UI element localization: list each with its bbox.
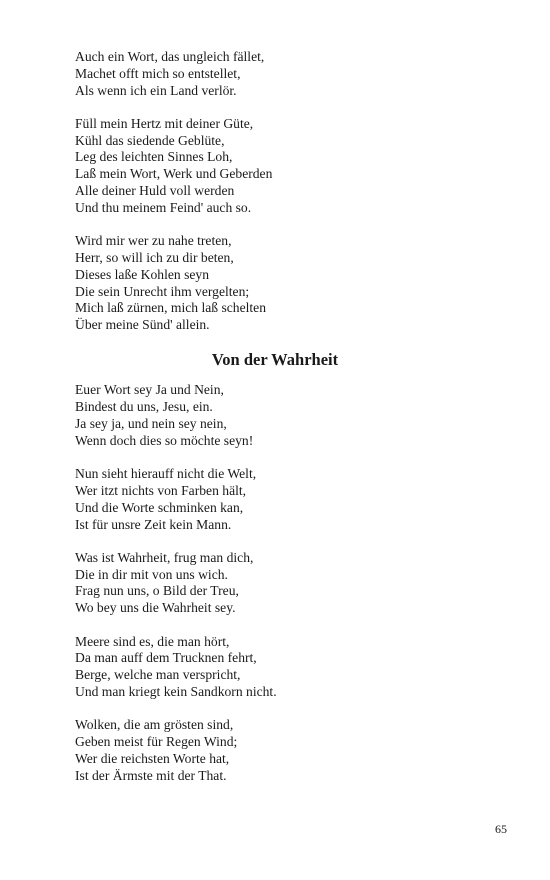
verse-line: Berge, welche man verspricht, xyxy=(75,667,241,683)
verse-line: Dieses laße Kohlen seyn xyxy=(75,266,210,282)
verse-line: Meere sind es, die man hört, xyxy=(75,633,230,649)
stanza xyxy=(75,49,495,99)
verse-line: Laß mein Wort, Werk und Geberden xyxy=(75,166,273,182)
verse-line: Alle deiner Huld voll werden xyxy=(75,183,235,199)
verse-line: Über meine Sünd' allein. xyxy=(75,317,210,333)
verse-line: Und die Worte schminken kan, xyxy=(75,499,244,515)
stanza xyxy=(75,550,495,617)
verse-line: Kühl das siedende Geblüte, xyxy=(75,132,225,148)
verse-line: Mich laß zürnen, mich laß schelten xyxy=(75,300,267,316)
verse-line: Füll mein Hertz mit deiner Güte, xyxy=(75,115,254,131)
verse-line: Als wenn ich ein Land verlör. xyxy=(75,82,237,98)
verse-line: Machet offt mich so entstellet, xyxy=(75,65,241,81)
verse-line: Auch ein Wort, das ungleich fället, xyxy=(75,49,265,64)
verse-line: Und man kriegt kein Sandkorn nicht. xyxy=(75,683,277,699)
verse-line: Nun sieht hierauff nicht die Welt, xyxy=(75,466,257,482)
verse-line: Was ist Wahrheit, frug man dich, xyxy=(75,549,254,565)
verse-line: Wird mir wer zu nahe treten, xyxy=(75,233,232,249)
verse-line: Geben meist für Regen Wind; xyxy=(75,734,238,749)
text-column xyxy=(75,49,495,801)
verse-line: Wer itzt nichts von Farben hält, xyxy=(75,482,247,498)
verse-line: Und thu meinem Feind' auch so. xyxy=(75,199,252,215)
verse-line: Euer Wort sey Ja und Nein, xyxy=(75,382,224,398)
verse-line: Bindest du uns, Jesu, ein. xyxy=(75,399,213,415)
verse-line: Herr, so will ich zu dir beten, xyxy=(75,249,234,265)
verse-line: Die in dir mit von uns wich. xyxy=(75,566,228,582)
verse-line: Die sein Unrecht ihm vergelten; xyxy=(75,283,250,299)
stanza xyxy=(75,116,495,217)
verse-line: Ist für unsre Zeit kein Mann. xyxy=(75,516,232,532)
stanza xyxy=(75,382,495,449)
stanza xyxy=(75,466,495,533)
verse-line: Ist der Ärmste mit der That. xyxy=(75,767,227,783)
stanza xyxy=(75,717,495,784)
page-number: 65 xyxy=(495,822,507,836)
verse-line: Wo bey uns die Wahrheit sey. xyxy=(75,600,236,616)
poem-title: Von der Wahrheit xyxy=(211,350,339,370)
verse-line: Wenn doch dies so möchte seyn! xyxy=(75,432,254,448)
stanza xyxy=(75,233,495,334)
verse-line: Ja sey ja, und nein sey nein, xyxy=(75,416,227,432)
verse-line: Frag nun uns, o Bild der Treu, xyxy=(75,583,239,599)
verse-line: Wer die reichsten Worte hat, xyxy=(75,750,230,766)
verse-line: Leg des leichten Sinnes Loh, xyxy=(75,149,233,165)
verse-line: Da man auff dem Trucknen fehrt, xyxy=(75,650,257,666)
verse-line: Wolken, die am grösten sind, xyxy=(75,717,234,733)
stanza xyxy=(75,634,495,701)
